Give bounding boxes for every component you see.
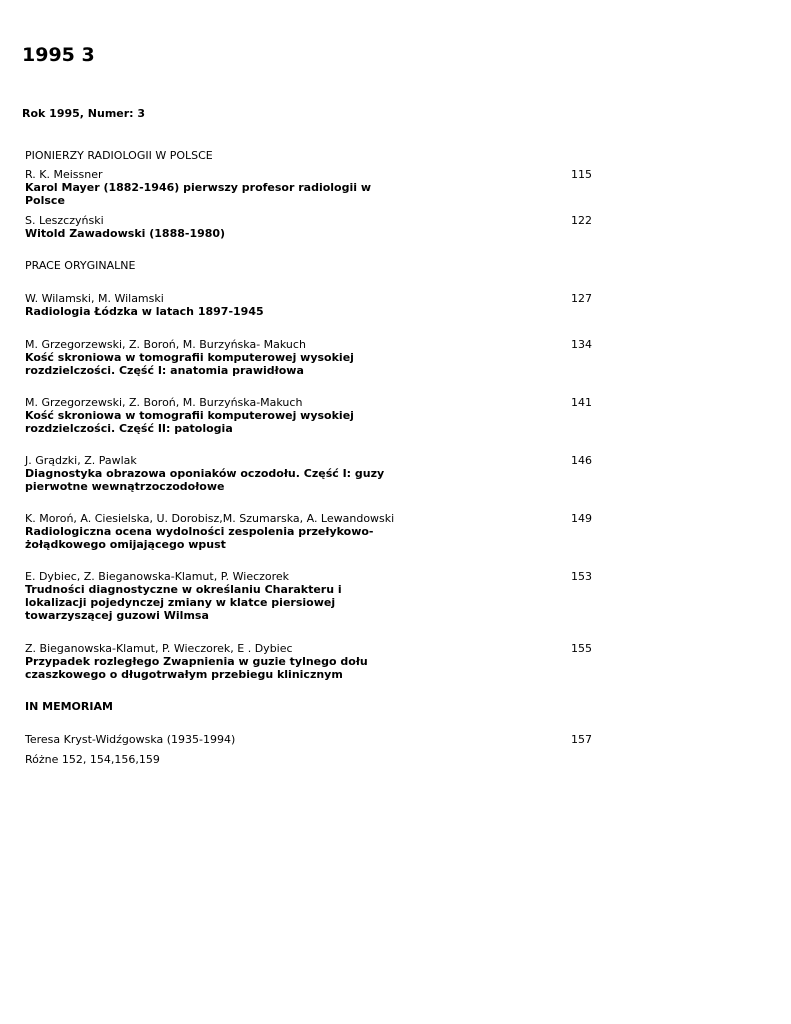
toc-entry[interactable]: [25, 338, 595, 377]
toc-entry[interactable]: [25, 292, 595, 318]
toc-entry[interactable]: [25, 512, 595, 551]
entry-title-link[interactable]: Diagnostyka obrazowa oponiaków oczodołu. Część I: guzy pierwotne wewnątrzoczodołowe: [25, 467, 385, 493]
entry-authors: K. Moroń, A. Ciesielska, U. Dorobisz,M. Szumarska, A. Lewandowski: [25, 512, 395, 525]
entry-title-link[interactable]: Radiologia Łódzka w latach 1897-1945: [25, 305, 264, 318]
toc-entry[interactable]: [25, 168, 595, 207]
entry-title-link[interactable]: Trudności diagnostyczne w określaniu Charakteru i lokalizacji pojedynczej zmiany w klatce piersiowej towarzyszącej guzowi Wilmsa: [25, 583, 342, 622]
entry-title-link[interactable]: Witold Zawadowski (1888-1980): [25, 227, 226, 240]
entry-page-number: 146: [571, 454, 592, 467]
entry-title-link[interactable]: Kość skroniowa w tomografii komputerowej wysokiej rozdzielczości. Część II: patologia: [25, 409, 354, 435]
toc-entry[interactable]: [25, 733, 595, 746]
entry-authors: S. Leszczyński: [25, 214, 104, 227]
entry-page-number: 141: [571, 396, 592, 409]
section-heading-in-memoriam: IN MEMORIAM: [25, 700, 113, 713]
entry-page-number: 149: [571, 512, 592, 525]
entry-authors: Z. Bieganowska-Klamut, P. Wieczorek, E . Dybiec: [25, 642, 293, 655]
entry-authors: E. Dybiec, Z. Bieganowska-Klamut, P. Wieczorek: [25, 570, 290, 583]
entry-page-number: 157: [571, 733, 592, 746]
entry-authors: J. Grądzki, Z. Pawlak: [25, 454, 137, 467]
section-heading-prace: PRACE ORYGINALNE: [25, 259, 136, 272]
misc-pages-line: Różne 152, 154,156,159: [25, 753, 160, 766]
section-heading-pionierzy: PIONIERZY RADIOLOGII W POLSCE: [25, 149, 213, 162]
entry-page-number: 115: [571, 168, 592, 181]
entry-authors: R. K. Meissner: [25, 168, 103, 181]
entry-title-link[interactable]: Radiologiczna ocena wydolności zespolenia przełykowo-żołądkowego omijającego wpust: [25, 525, 374, 551]
page-title: 1995 3: [22, 44, 95, 66]
entry-authors: M. Grzegorzewski, Z. Boroń, M. Burzyńska-Makuch: [25, 396, 303, 409]
toc-entry[interactable]: [25, 396, 595, 435]
entry-title-link[interactable]: Kość skroniowa w tomografii komputerowej wysokiej rozdzielczości. Część I: anatomia prawidłowa: [25, 351, 354, 377]
issue-subtitle: Rok 1995, Numer: 3: [22, 107, 146, 120]
entry-title-link[interactable]: Karol Mayer (1882-1946) pierwszy profesor radiologii w Polsce: [25, 181, 372, 207]
entry-title-link[interactable]: Przypadek rozległego Zwapnienia w guzie tylnego dołu czaszkowego o długotrwałym przebiegu klinicznym: [25, 655, 368, 681]
entry-authors: W. Wilamski, M. Wilamski: [25, 292, 164, 305]
entry-page-number: 134: [571, 338, 592, 351]
toc-entry[interactable]: [25, 642, 595, 681]
entry-page-number: 122: [571, 214, 592, 227]
entry-authors-link[interactable]: Teresa Kryst-Widźgowska (1935-1994): [25, 733, 236, 746]
entry-page-number: 127: [571, 292, 592, 305]
entry-page-number: 155: [571, 642, 592, 655]
toc-entry[interactable]: [25, 214, 595, 240]
toc-entry[interactable]: [25, 454, 595, 493]
entry-page-number: 153: [571, 570, 592, 583]
entry-authors: M. Grzegorzewski, Z. Boroń, M. Burzyńska- Makuch: [25, 338, 306, 351]
toc-entry[interactable]: [25, 570, 595, 622]
